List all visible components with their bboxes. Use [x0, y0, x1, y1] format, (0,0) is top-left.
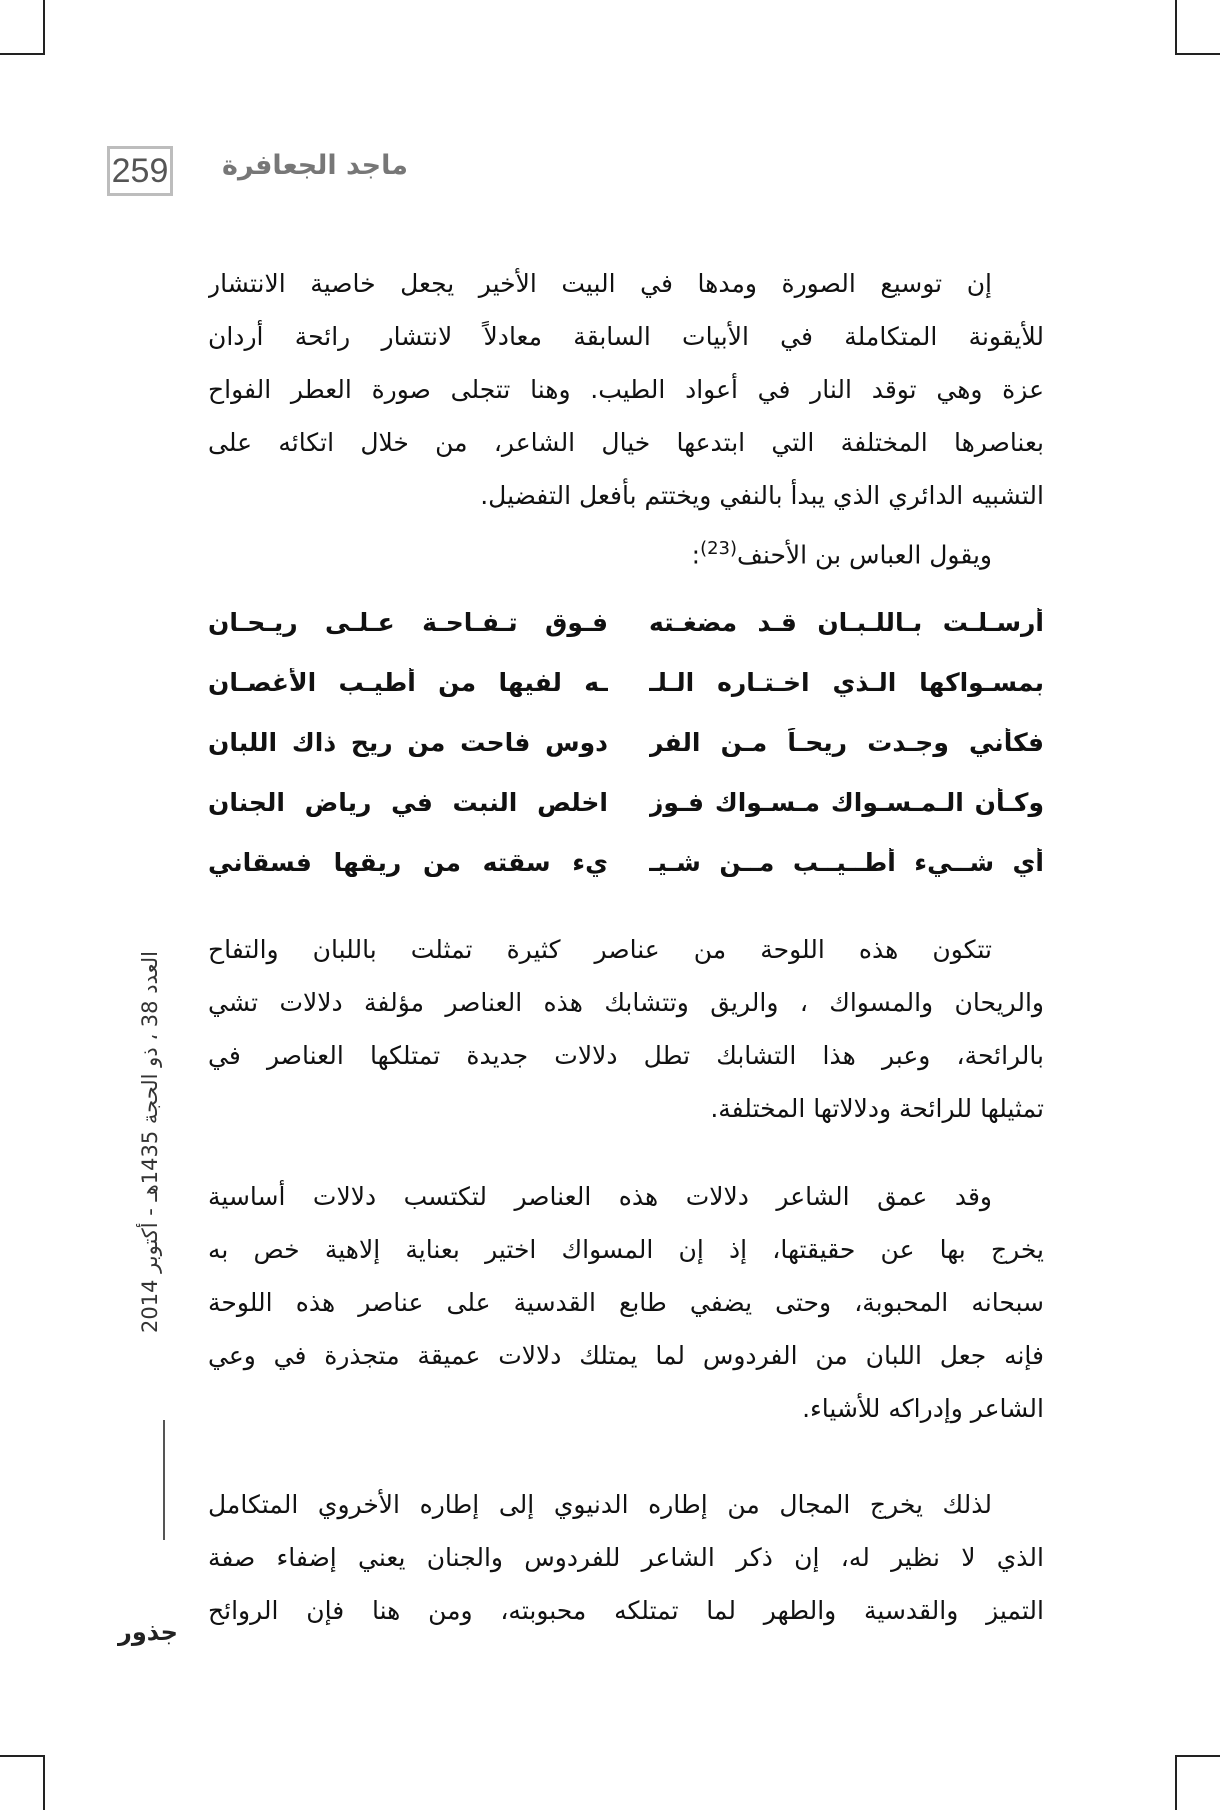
issue-info-text: العدد 38 ، ذو الحجة 1435هـ - أكتوبر 2014: [138, 951, 162, 1333]
verse-first-hemistich: أي شــيء أطــيــب مــن شـيـ: [649, 848, 1044, 877]
crop-mark: [1175, 0, 1177, 55]
text-line: الذي لا نظير له، إن ذكر الشاعر للفردوس والجنان يعني إضفاء صفة: [208, 1543, 1044, 1572]
crop-mark: [1175, 53, 1220, 55]
running-head-author: ماجد الجعافرة: [222, 150, 408, 181]
text-line: سبحانه المحبوبة، وحتى يضفي طابع القدسية على عناصر هذه اللوحة: [208, 1288, 1044, 1317]
crop-mark: [1175, 1755, 1220, 1757]
text-line: يخرج بها عن حقيقتها، إذ إن المسواك اختير بعناية إلاهية خص به: [208, 1235, 1044, 1264]
verse-first-hemistich: بمسـواكها الـذي اخـتـاره الـلـ: [649, 668, 1044, 697]
paragraph-3: [208, 1170, 1044, 1435]
intro-colon: :: [691, 540, 701, 570]
text-line: بعناصرها المختلفة التي ابتدعها خيال الشاعر، من خلال اتكائه على: [208, 428, 1044, 457]
text-line: تمثيلها للرائحة ودلالاتها المختلفة.: [710, 1094, 1044, 1123]
crop-mark: [43, 0, 45, 55]
verse-first-hemistich: فكأني وجـدت ريحـاً مـن الفر: [649, 728, 1044, 757]
paragraph-2: [208, 923, 1044, 1135]
crop-mark: [0, 53, 45, 55]
verse-second-hemistich: فـوق تـفـاحـة عـلـى ريـحـان: [208, 608, 608, 637]
text-line: تتكون هذه اللوحة من عناصر كثيرة تمثلت باللبان والتفاح: [208, 935, 992, 964]
text-line: فإنه جعل اللبان من الفردوس لما يمتلك دلالات عميقة متجذرة في وعي: [208, 1341, 1044, 1370]
verse-line: [208, 660, 1044, 718]
verse-line: [208, 720, 1044, 778]
verse-first-hemistich: أرسـلـت بـاللـبـان قـد مضغـته: [649, 608, 1044, 637]
verse-first-hemistich: وكـأن الـمـسـواك مـسـواك فـوز: [649, 788, 1044, 817]
crop-mark: [43, 1755, 45, 1810]
text-line: للأيقونة المتكاملة في الأبيات السابقة معادلاً لانتشار رائحة أردان: [208, 322, 1044, 351]
text-line: الشاعر وإدراكه للأشياء.: [802, 1394, 1044, 1423]
text-line: إن توسيع الصورة ومدها في البيت الأخير يجعل خاصية الانتشار: [208, 269, 992, 298]
text-line: عزة وهي توقد النار في أعواد الطيب. وهنا تتجلى صورة العطر الفواح: [208, 375, 1044, 404]
verse-second-hemistich: يء سقته من ريقها فسقاني: [208, 848, 608, 877]
verse-second-hemistich: دوس فاحت من ريح ذاك اللبان: [208, 728, 608, 757]
verse-second-hemistich: ـه لفيها من أطيـب الأغصـان: [208, 668, 608, 697]
verse-line: [208, 780, 1044, 838]
verse-intro: [208, 522, 1044, 575]
verse-line: [208, 600, 1044, 658]
page-number: 259: [107, 146, 173, 196]
text-line: التميز والقدسية والطهر لما تمتلكه محبوبته، ومن هنا فإن الروائح: [208, 1596, 1044, 1625]
journal-logo: جذور: [118, 1618, 178, 1646]
text-line: بالرائحة، وعبر هذا التشابك تطل دلالات جديدة تمتلكها العناصر في: [208, 1041, 1044, 1070]
text-line: والريحان والمسواك ، والريق وتتشابك هذه العناصر مؤلفة دلالات تشي: [208, 988, 1044, 1017]
verse-second-hemistich: اخلص النبت في رياض الجنان: [208, 788, 608, 817]
crop-mark: [1175, 1755, 1177, 1810]
crop-mark: [0, 1755, 45, 1757]
paragraph-4: [208, 1478, 1044, 1637]
paragraph-1: [208, 257, 1044, 575]
text-line: وقد عمق الشاعر دلالات هذه العناصر لتكتسب دلالات أساسية: [208, 1182, 992, 1211]
text-line: لذلك يخرج المجال من إطاره الدنيوي إلى إطاره الأخروي المتكامل: [208, 1490, 992, 1519]
sidebar-divider: [163, 1420, 165, 1540]
footnote-ref: (23): [700, 538, 738, 559]
verse-line: [208, 840, 1044, 898]
text-line: التشبيه الدائري الذي يبدأ بالنفي ويختتم بأفعل التفضيل.: [480, 481, 1044, 510]
intro-text: ويقول العباس بن الأحنف: [737, 540, 992, 570]
